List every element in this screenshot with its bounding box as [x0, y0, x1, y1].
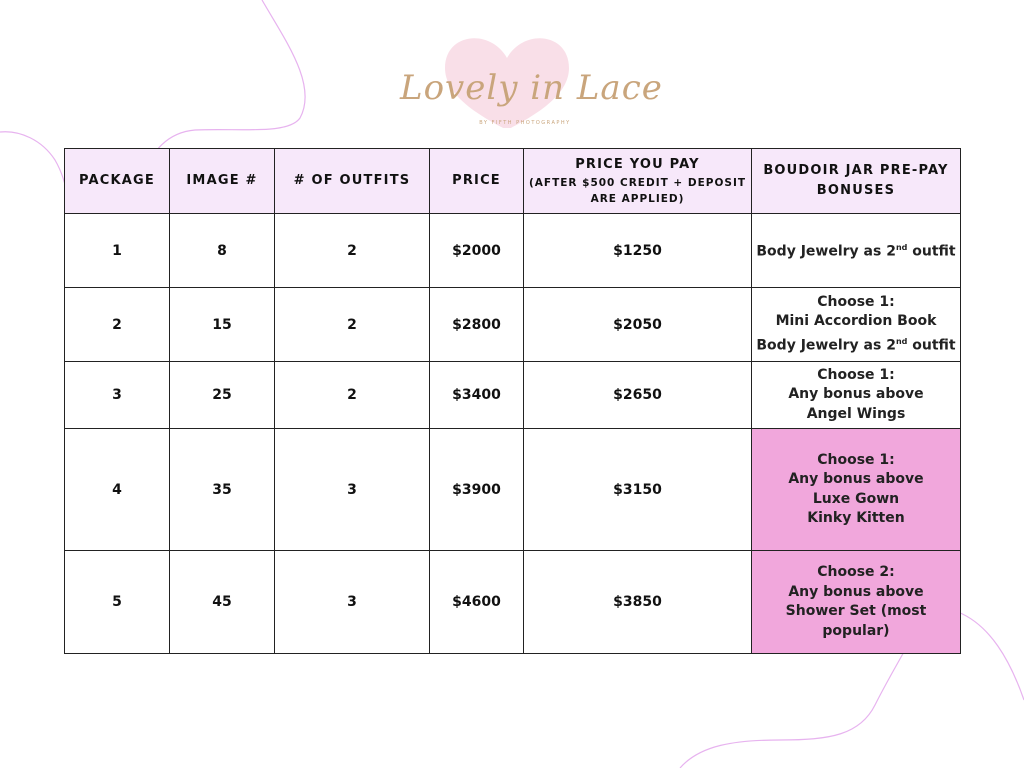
cell-outfits: 2	[275, 214, 430, 288]
header-price-you-pay-label: PRICE YOU PAY	[575, 157, 700, 172]
cell-image-count: 25	[170, 362, 275, 429]
header-price-you-pay	[524, 149, 752, 214]
cell-image-count: 15	[170, 288, 275, 362]
cell-price: $2000	[430, 214, 524, 288]
cell-package: 5	[65, 551, 170, 654]
cell-price: $4600	[430, 551, 524, 654]
bonus-line: Body Jewelry as 2nd outfit	[756, 243, 956, 261]
header-image-count: IMAGE #	[170, 149, 275, 214]
logo-subtitle: BY FIFTH PHOTOGRAPHY	[479, 120, 571, 126]
brand-logo	[390, 28, 663, 128]
bonus-line: Any bonus above	[788, 583, 924, 600]
bonus-line: Any bonus above	[788, 471, 924, 487]
cell-price: $2800	[430, 288, 524, 362]
table-header-row	[65, 149, 961, 214]
header-price: PRICE	[430, 149, 524, 214]
bonus-line: Shower Set (most popular)	[785, 603, 927, 639]
cell-price: $3400	[430, 362, 524, 429]
cell-package: 2	[65, 288, 170, 362]
table-row	[65, 362, 961, 429]
cell-price-you-pay: $1250	[524, 214, 752, 288]
cell-outfits: 2	[275, 362, 430, 429]
cell-bonus	[752, 214, 961, 288]
cell-package: 4	[65, 429, 170, 551]
cell-image-count: 45	[170, 551, 275, 654]
bonus-line: Angel Wings	[806, 405, 906, 422]
header-bonuses: BOUDOIR JAR PRE-PAY BONUSES	[752, 149, 961, 214]
table-row	[65, 429, 961, 551]
table-row	[65, 288, 961, 362]
header-price-you-pay-note: (AFTER $500 CREDIT + DEPOSIT ARE APPLIED)	[528, 177, 747, 205]
cell-package: 1	[65, 214, 170, 288]
bonus-heading: Choose 1:	[817, 451, 895, 468]
cell-price-you-pay: $2650	[524, 362, 752, 429]
bonus-heading: Choose 1:	[817, 366, 895, 383]
cell-package: 3	[65, 362, 170, 429]
pricing-table	[64, 148, 961, 654]
bonus-heading: Choose 1:	[817, 293, 895, 310]
table-row	[65, 551, 961, 654]
cell-price-you-pay: $2050	[524, 288, 752, 362]
bonus-line: Body Jewelry as 2nd outfit	[756, 336, 956, 354]
bonus-line: Kinky Kitten	[807, 510, 905, 526]
cell-bonus-highlighted	[752, 429, 961, 551]
cell-outfits: 3	[275, 551, 430, 654]
header-outfits: # OF OUTFITS	[275, 149, 430, 214]
table-row	[65, 214, 961, 288]
cell-image-count: 8	[170, 214, 275, 288]
cell-outfits: 3	[275, 429, 430, 551]
cell-outfits: 2	[275, 288, 430, 362]
cell-price-you-pay: $3150	[524, 429, 752, 551]
cell-bonus	[752, 288, 961, 362]
bonus-line: Any bonus above	[788, 386, 924, 403]
bonus-heading: Choose 2:	[817, 564, 895, 580]
cell-price-you-pay: $3850	[524, 551, 752, 654]
bonus-line: Mini Accordion Book	[775, 313, 937, 330]
cell-bonus	[752, 362, 961, 429]
header-package: PACKAGE	[65, 149, 170, 214]
logo-script-text: Lovely in Lace	[400, 68, 663, 108]
cell-price: $3900	[430, 429, 524, 551]
cell-image-count: 35	[170, 429, 275, 551]
cell-bonus-highlighted	[752, 551, 961, 654]
bonus-line: Luxe Gown	[812, 490, 900, 507]
